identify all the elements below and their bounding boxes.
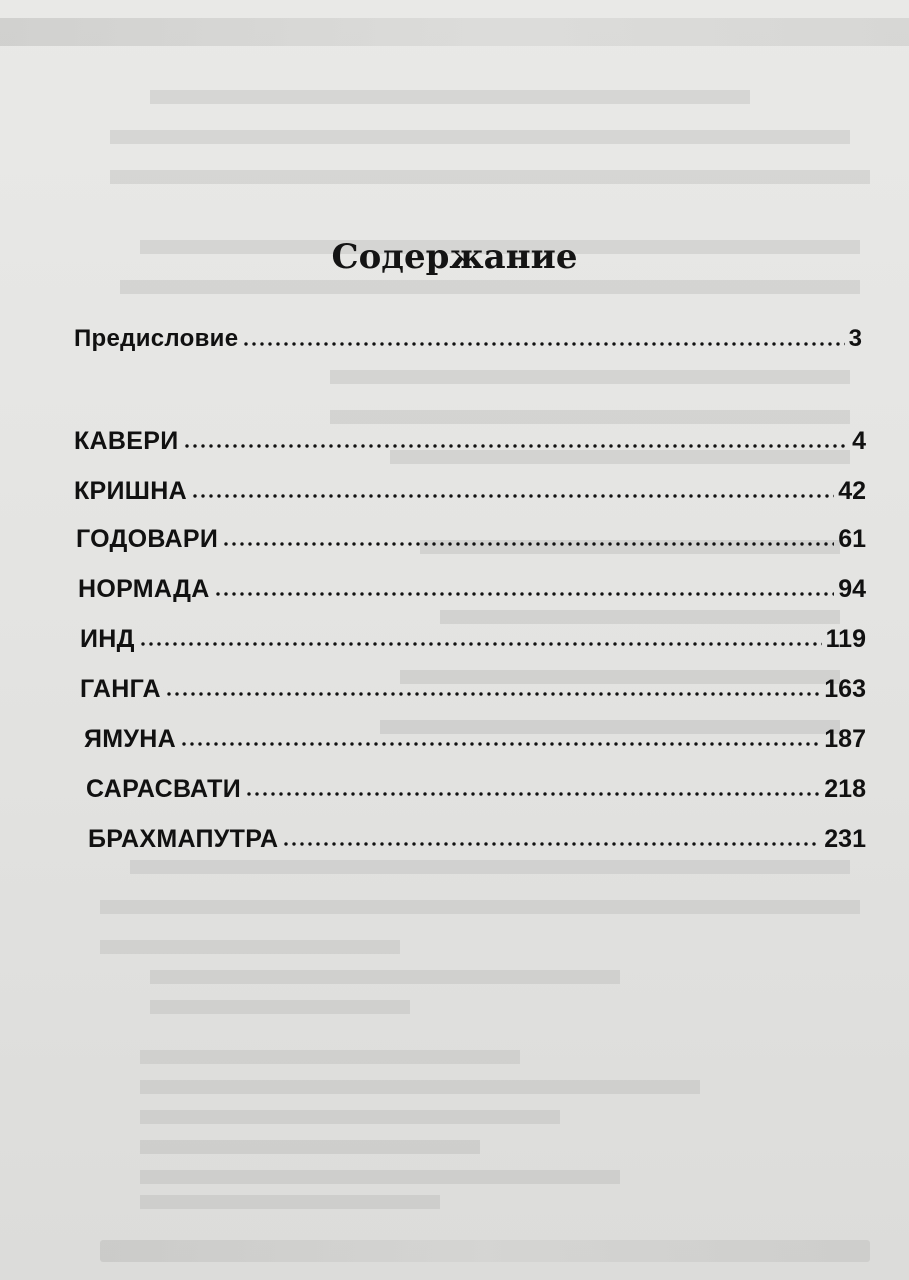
toc-dot-leader: [214, 591, 835, 597]
toc-dot-leader: [242, 341, 844, 347]
toc-dot-leader: [165, 691, 820, 697]
toc-dot-leader: [191, 493, 834, 499]
toc-entry-label: ЯМУНА: [84, 725, 176, 753]
toc-entry-page-number: 42: [838, 477, 866, 505]
toc-entry-kaveri[interactable]: [74, 424, 866, 458]
toc-entry-page-number: 119: [825, 625, 866, 653]
toc-entry-ind[interactable]: [80, 622, 866, 656]
toc-entry-page-number: 4: [852, 427, 866, 455]
toc-entry-label: САРАСВАТИ: [86, 775, 242, 803]
toc-entry-label: ГАНГА: [80, 675, 161, 703]
toc-entry-page-number: 231: [824, 825, 866, 853]
toc-entry-page-number: 187: [824, 725, 866, 753]
toc-title: Содержание: [331, 236, 578, 277]
toc-entry-ganga[interactable]: [80, 672, 866, 706]
toc-entry-brahmaputra[interactable]: [88, 822, 866, 856]
toc-entry-page-number: 163: [824, 675, 866, 703]
toc-dot-leader: [245, 791, 820, 797]
toc-dot-leader: [183, 443, 849, 449]
toc-dot-leader: [282, 841, 820, 847]
toc-dot-leader: [139, 641, 822, 647]
toc-dot-leader: [180, 741, 820, 747]
toc-entry-label: НОРМАДА: [78, 575, 210, 603]
toc-entry-page-number: 61: [838, 525, 866, 553]
toc-entry-yamuna[interactable]: [84, 722, 866, 756]
toc-entry-normada[interactable]: [78, 572, 866, 606]
header-band: [0, 18, 909, 46]
toc-entry-preface[interactable]: [74, 322, 862, 356]
toc-entry-label: БРАХМАПУТРА: [88, 825, 279, 853]
toc-entry-godovari[interactable]: [76, 522, 866, 556]
toc-entry-sarasvati[interactable]: [86, 772, 866, 806]
toc-entry-label: ГОДОВАРИ: [76, 525, 219, 553]
toc-entry-krishna[interactable]: [74, 474, 866, 508]
toc-entry-page-number: 3: [848, 325, 862, 352]
toc-entry-label: ИНД: [80, 625, 135, 653]
toc-entry-page-number: 218: [824, 775, 866, 803]
toc-entry-label: КРИШНА: [74, 477, 187, 505]
toc-entry-page-number: 94: [838, 575, 866, 603]
toc-entry-label: КАВЕРИ: [74, 427, 179, 455]
footer-band: [100, 1240, 870, 1262]
toc-entry-label: Предисловие: [74, 325, 239, 352]
toc-dot-leader: [222, 541, 834, 547]
